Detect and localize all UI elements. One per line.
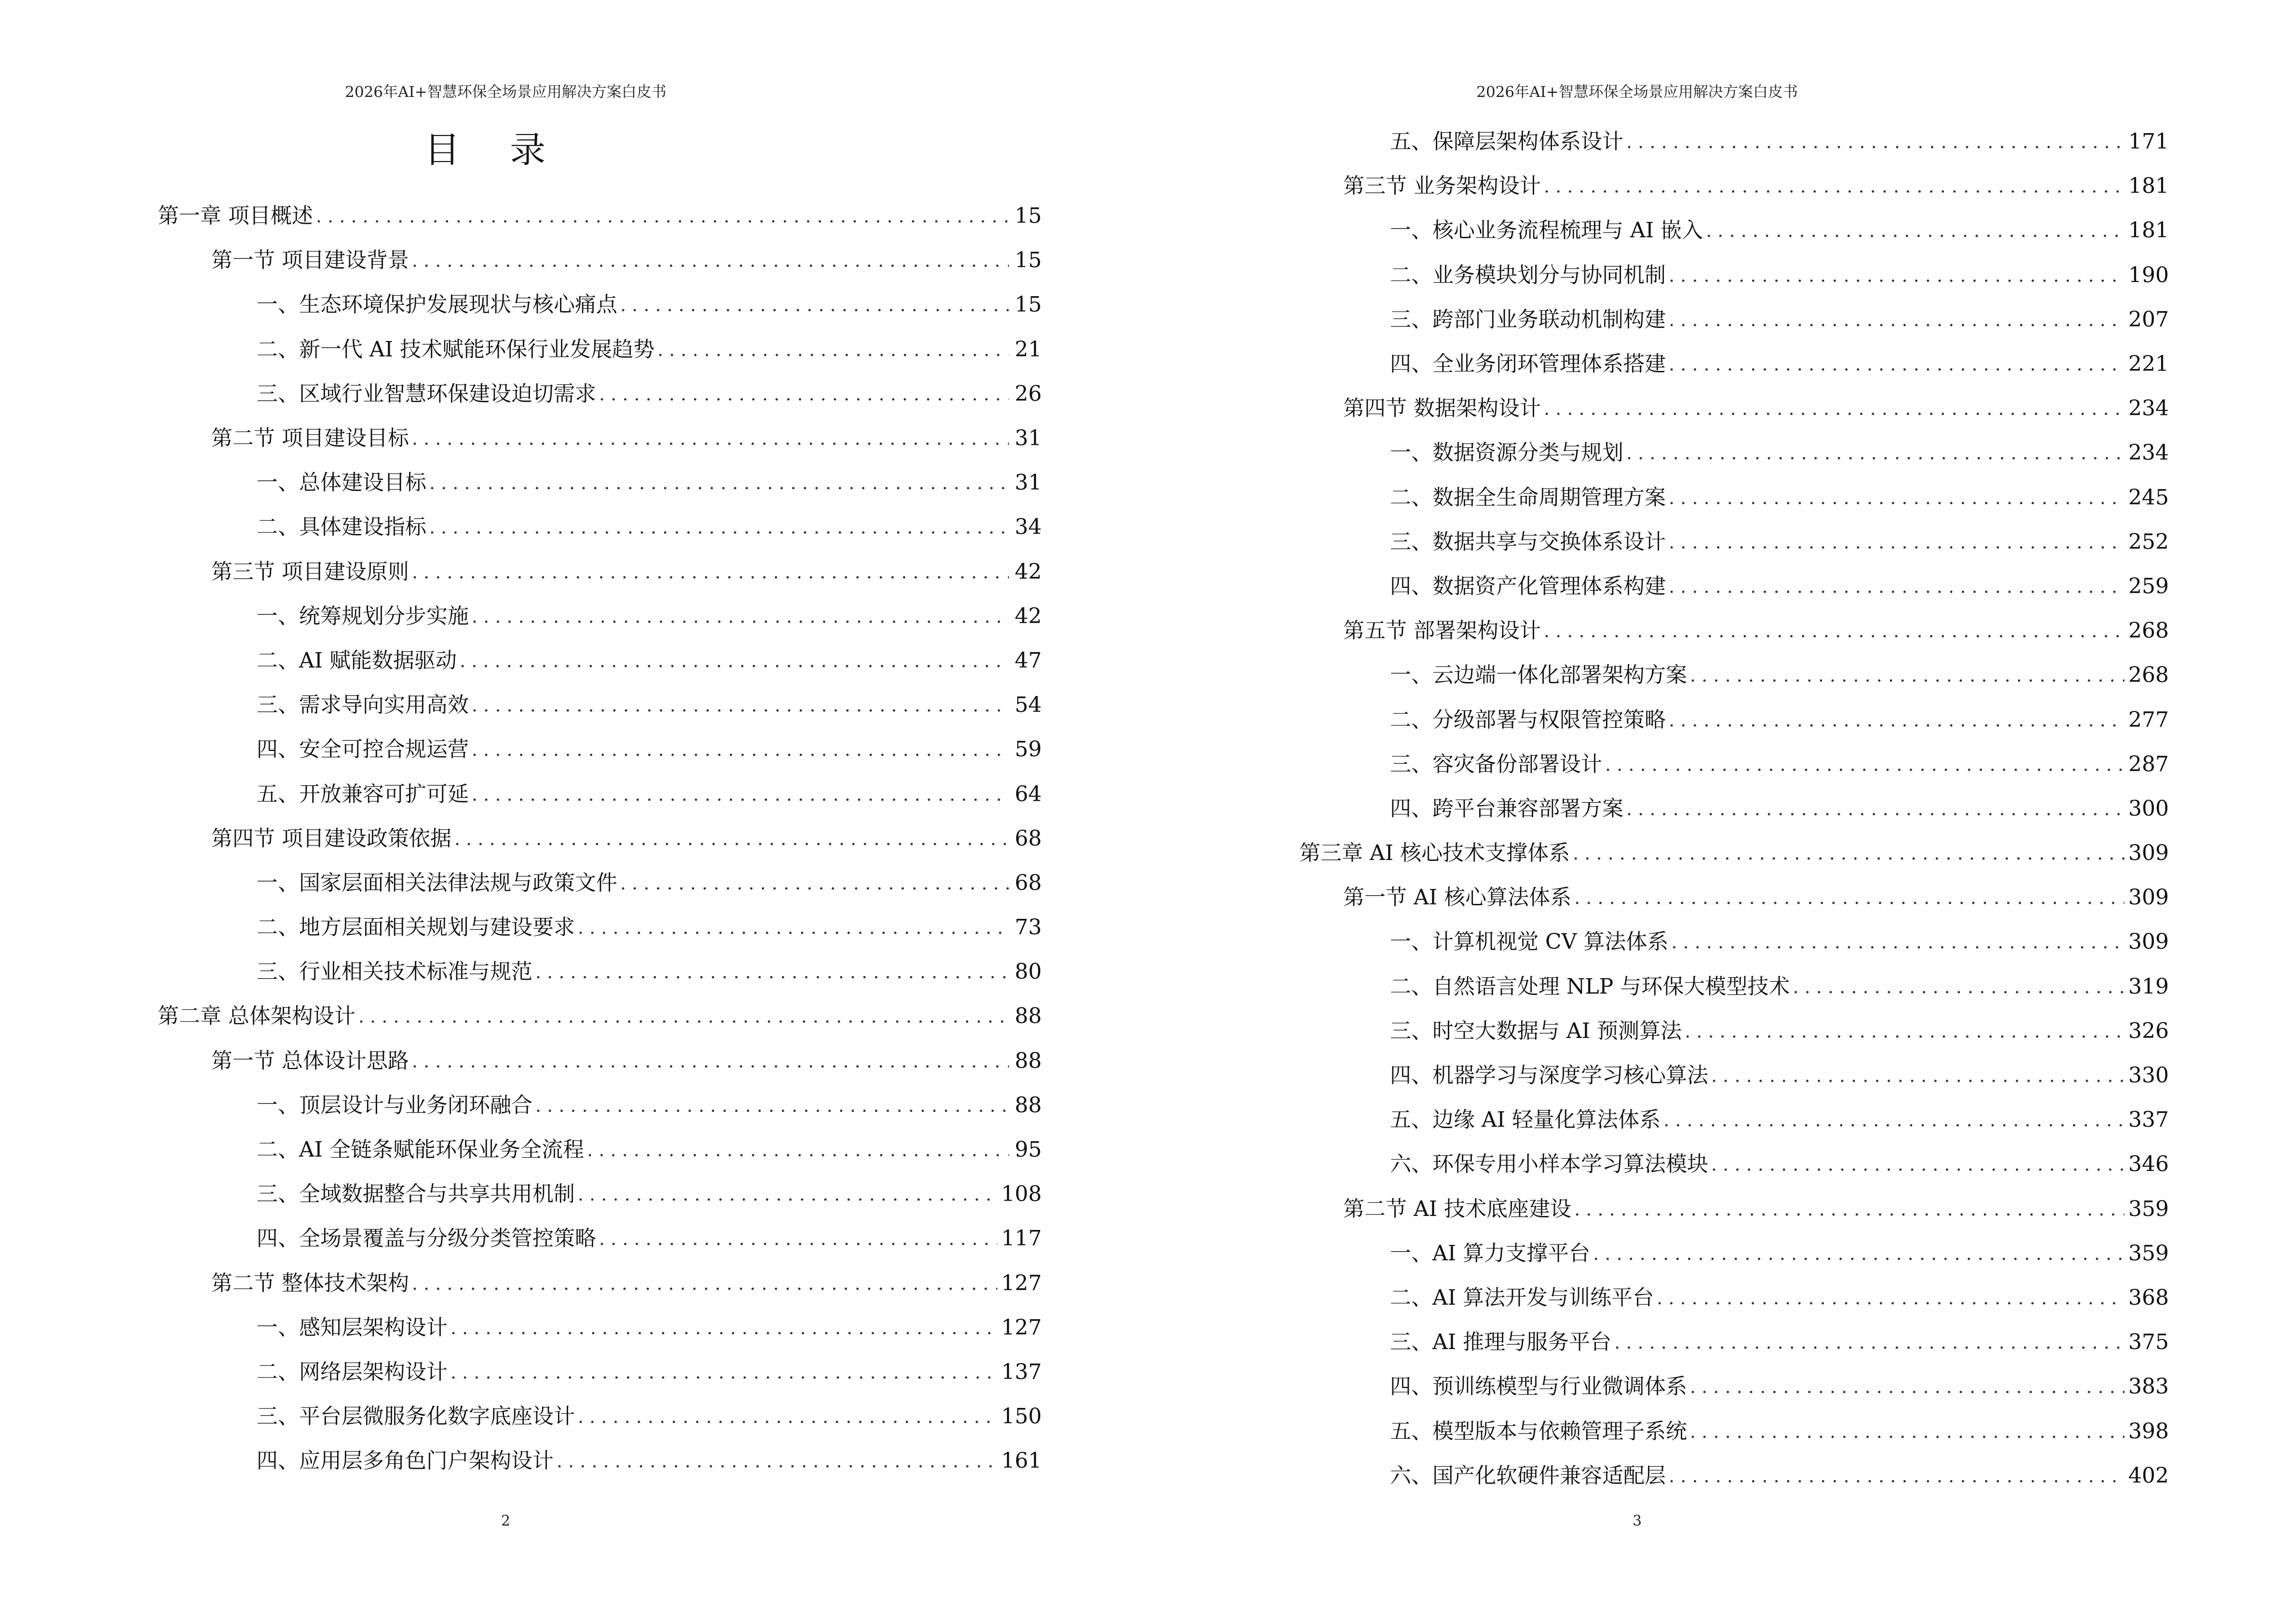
toc-section-entry[interactable]	[0, 1039, 1042, 1083]
toc-subsection-entry[interactable]	[0, 1350, 1042, 1394]
toc-subsection-entry[interactable]	[1144, 520, 2169, 564]
toc-entry-label: 一、云边端一体化部署架构方案	[1390, 661, 1690, 690]
dot-leader	[316, 202, 1009, 231]
toc-subsection-entry[interactable]	[1144, 1009, 2169, 1053]
toc-entry-label: 三、平台层微服务化数字底座设计	[257, 1402, 578, 1431]
toc-chapter-entry[interactable]	[0, 994, 1042, 1038]
dot-leader	[599, 380, 1009, 409]
toc-entry-label: 一、统筹规划分步实施	[257, 602, 472, 631]
toc-subsection-entry[interactable]	[1144, 1231, 2169, 1276]
dot-leader	[578, 913, 1009, 942]
dot-leader	[1685, 1017, 2124, 1046]
toc-subsection-entry[interactable]	[1144, 298, 2169, 342]
toc-entry-label: 一、计算机视觉 CV 算法体系	[1390, 928, 1671, 956]
toc-entry-page-number: 398	[2128, 1419, 2169, 1444]
dot-leader	[1657, 1283, 2124, 1312]
dot-leader	[1669, 350, 2124, 379]
toc-title: 目 录	[424, 129, 565, 171]
toc-section-entry[interactable]	[1144, 386, 2169, 431]
dot-leader	[412, 1047, 1009, 1076]
toc-entry-label: 四、全场景覆盖与分级分类管控策略	[257, 1224, 599, 1253]
dot-leader	[1544, 394, 2124, 423]
toc-entry-label: 二、业务模块划分与协同机制	[1390, 261, 1669, 290]
toc-entry-label: 六、环保专用小样本学习算法模块	[1390, 1150, 1711, 1179]
toc-entry-page-number: 190	[2128, 262, 2169, 287]
toc-entry-page-number: 21	[1015, 337, 1042, 362]
toc-entry-label: 第四节 项目建设政策依据	[211, 824, 454, 853]
dot-leader	[412, 424, 1009, 453]
toc-entry-page-number: 108	[1001, 1182, 1042, 1207]
toc-subsection-entry[interactable]	[0, 1128, 1042, 1172]
toc-entry-page-number: 42	[1015, 603, 1042, 628]
dot-leader	[1605, 750, 2124, 779]
toc-entry-page-number: 54	[1015, 693, 1042, 718]
toc-entry-page-number: 15	[1015, 292, 1042, 317]
toc-entry-label: 四、安全可控合规运营	[257, 735, 472, 764]
toc-entry-label: 四、机器学习与深度学习核心算法	[1390, 1061, 1711, 1090]
toc-entry-label: 二、AI 算法开发与训练平台	[1390, 1283, 1657, 1312]
dot-leader	[599, 1224, 997, 1253]
toc-entry-page-number: 337	[2128, 1107, 2169, 1133]
toc-entry-label: 二、自然语言处理 NLP 与环保大模型技术	[1390, 972, 1793, 1001]
toc-subsection-entry[interactable]	[0, 639, 1042, 683]
toc-subsection-entry[interactable]	[0, 1306, 1042, 1350]
dot-leader	[1544, 172, 2124, 201]
toc-entry-label: 第三章 AI 核心技术支撑体系	[1299, 839, 1573, 868]
dot-leader	[472, 602, 1009, 631]
toc-entry-page-number: 137	[1001, 1359, 1042, 1384]
toc-entry-label: 二、地方层面相关规划与建设要求	[257, 913, 578, 942]
toc-entry-page-number: 64	[1015, 781, 1042, 806]
toc-entry-page-number: 59	[1015, 737, 1042, 762]
toc-entry-label: 五、保障层架构体系设计	[1390, 127, 1626, 156]
toc-subsection-entry[interactable]	[0, 1216, 1042, 1261]
toc-entry-page-number: 268	[2128, 618, 2169, 643]
toc-entry-label: 六、国产化软硬件兼容适配层	[1390, 1461, 1669, 1490]
dot-leader	[587, 1135, 1009, 1164]
toc-entry-page-number: 207	[2128, 307, 2169, 332]
dot-leader	[1663, 1105, 2124, 1134]
toc-entry-page-number: 319	[2128, 974, 2169, 999]
toc-entry-page-number: 31	[1015, 470, 1042, 495]
toc-subsection-entry[interactable]	[0, 772, 1042, 816]
dot-leader	[1626, 794, 2124, 823]
toc-subsection-entry[interactable]	[1144, 1365, 2169, 1409]
toc-entry-label: 三、数据共享与交换体系设计	[1390, 528, 1669, 557]
toc-subsection-entry[interactable]	[1144, 208, 2169, 253]
toc-subsection-entry[interactable]	[0, 328, 1042, 372]
dot-leader	[1690, 1417, 2124, 1446]
dot-leader	[1690, 661, 2124, 690]
toc-subsection-entry[interactable]	[0, 461, 1042, 505]
toc-entry-page-number: 31	[1015, 426, 1042, 451]
toc-entry-label: 一、AI 算力支撑平台	[1390, 1239, 1593, 1268]
toc-entry-label: 二、AI 赋能数据驱动	[257, 646, 460, 675]
dot-leader	[450, 1313, 997, 1342]
toc-list-left	[0, 194, 1042, 1483]
running-header: 2026年AI+智慧环保全场景应用解决方案白皮书	[345, 83, 667, 101]
toc-entry-label: 二、数据全生命周期管理方案	[1390, 483, 1669, 512]
page-number: 2	[501, 1513, 511, 1529]
toc-entry-label: 三、容灾备份部署设计	[1390, 750, 1605, 779]
dot-leader	[472, 735, 1009, 764]
dot-leader	[429, 513, 1009, 542]
toc-subsection-entry[interactable]	[1144, 1098, 2169, 1142]
toc-subsection-entry[interactable]	[1144, 653, 2169, 697]
toc-chapter-entry[interactable]	[0, 194, 1042, 238]
toc-entry-label: 第二节 整体技术架构	[211, 1269, 412, 1298]
toc-entry-page-number: 88	[1015, 1092, 1042, 1118]
toc-entry-label: 第二节 AI 技术底座建设	[1343, 1195, 1574, 1224]
toc-entry-page-number: 309	[2128, 885, 2169, 910]
toc-subsection-entry[interactable]	[1144, 697, 2169, 742]
dot-leader	[1706, 216, 2124, 245]
toc-entry-page-number: 15	[1015, 204, 1042, 229]
dot-leader	[1690, 1372, 2124, 1401]
toc-entry-page-number: 150	[1001, 1404, 1042, 1429]
toc-entry-page-number: 309	[2128, 841, 2169, 866]
dot-leader	[535, 1091, 1009, 1120]
toc-entry-label: 一、数据资源分类与规划	[1390, 438, 1626, 467]
toc-entry-page-number: 375	[2128, 1330, 2169, 1355]
toc-entry-label: 二、具体建设指标	[257, 513, 429, 542]
toc-entry-label: 第一节 AI 核心算法体系	[1343, 883, 1574, 912]
toc-entry-label: 一、总体建设目标	[257, 468, 429, 497]
toc-entry-label: 三、区域行业智慧环保建设迫切需求	[257, 380, 599, 409]
toc-entry-page-number: 171	[2128, 129, 2169, 154]
toc-entry-page-number: 68	[1015, 870, 1042, 895]
dot-leader	[412, 1269, 997, 1298]
dot-leader	[1626, 438, 2124, 467]
toc-subsection-entry[interactable]	[0, 683, 1042, 727]
toc-section-entry[interactable]	[0, 238, 1042, 283]
toc-entry-label: 二、网络层架构设计	[257, 1358, 450, 1387]
toc-subsection-entry[interactable]	[1144, 342, 2169, 386]
toc-subsection-entry[interactable]	[1144, 787, 2169, 831]
toc-entry-page-number: 88	[1015, 1048, 1042, 1073]
toc-entry-label: 第一章 项目概述	[158, 202, 316, 231]
toc-entry-page-number: 95	[1015, 1137, 1042, 1162]
toc-entry-label: 三、需求导向实用高效	[257, 691, 472, 720]
toc-entry-page-number: 326	[2128, 1018, 2169, 1043]
dot-leader	[1544, 616, 2124, 645]
running-header: 2026年AI+智慧环保全场景应用解决方案白皮书	[1476, 83, 1798, 101]
dot-leader	[578, 1180, 997, 1209]
toc-subsection-entry[interactable]	[1144, 1454, 2169, 1498]
dot-leader	[1593, 1239, 2124, 1268]
toc-subsection-entry[interactable]	[1144, 920, 2169, 964]
dot-leader	[472, 691, 1009, 720]
toc-entry-page-number: 287	[2128, 751, 2169, 777]
dot-leader	[358, 1002, 1009, 1031]
toc-entry-page-number: 309	[2128, 929, 2169, 955]
toc-subsection-entry[interactable]	[0, 1439, 1042, 1483]
toc-entry-label: 一、核心业务流程梳理与 AI 嵌入	[1390, 216, 1706, 245]
toc-subsection-entry[interactable]	[1144, 1276, 2169, 1320]
toc-entry-label: 五、模型版本与依赖管理子系统	[1390, 1417, 1690, 1446]
toc-chapter-entry[interactable]	[1144, 831, 2169, 875]
dot-leader	[1669, 572, 2124, 601]
toc-subsection-entry[interactable]	[1144, 253, 2169, 298]
toc-entry-label: 第三节 业务架构设计	[1343, 172, 1544, 201]
toc-entry-label: 二、AI 全链条赋能环保业务全流程	[257, 1135, 587, 1164]
toc-entry-label: 第二节 项目建设目标	[211, 424, 412, 453]
dot-leader	[557, 1447, 997, 1475]
dot-leader	[1793, 972, 2124, 1001]
toc-subsection-entry[interactable]	[1144, 476, 2169, 520]
toc-entry-page-number: 161	[1001, 1448, 1042, 1474]
toc-entry-page-number: 234	[2128, 440, 2169, 465]
toc-entry-label: 五、边缘 AI 轻量化算法体系	[1390, 1105, 1663, 1134]
dot-leader	[412, 558, 1009, 587]
toc-entry-page-number: 221	[2128, 352, 2169, 377]
toc-subsection-entry[interactable]	[1144, 742, 2169, 787]
toc-entry-label: 三、行业相关技术标准与规范	[257, 957, 535, 986]
toc-entry-label: 二、新一代 AI 技术赋能环保行业发展趋势	[257, 335, 657, 364]
toc-entry-page-number: 268	[2128, 663, 2169, 688]
toc-entry-label: 三、跨部门业务联动机制构建	[1390, 305, 1669, 334]
toc-section-entry[interactable]	[0, 416, 1042, 461]
dot-leader	[1573, 839, 2124, 868]
toc-entry-page-number: 330	[2128, 1063, 2169, 1088]
dot-leader	[620, 869, 1009, 898]
toc-section-entry[interactable]	[0, 817, 1042, 861]
toc-entry-page-number: 34	[1015, 515, 1042, 540]
dot-leader	[1711, 1061, 2124, 1090]
toc-entry-label: 第二章 总体架构设计	[158, 1002, 358, 1031]
dot-leader	[454, 824, 1009, 853]
toc-entry-page-number: 127	[1001, 1270, 1042, 1296]
toc-entry-label: 第三节 项目建设原则	[211, 558, 412, 587]
dot-leader	[620, 290, 1009, 319]
toc-entry-page-number: 47	[1015, 648, 1042, 673]
toc-subsection-entry[interactable]	[0, 861, 1042, 905]
toc-entry-label: 一、国家层面相关法律法规与政策文件	[257, 869, 620, 898]
toc-subsection-entry[interactable]	[0, 950, 1042, 994]
toc-entry-label: 三、AI 推理与服务平台	[1390, 1328, 1614, 1357]
page-number: 3	[1632, 1513, 1642, 1529]
dot-leader	[1669, 528, 2124, 557]
toc-subsection-entry[interactable]	[0, 1172, 1042, 1216]
dot-leader	[1669, 261, 2124, 290]
toc-subsection-entry[interactable]	[0, 1394, 1042, 1439]
toc-subsection-entry[interactable]	[0, 905, 1042, 950]
toc-entry-page-number: 277	[2128, 707, 2169, 732]
toc-subsection-entry[interactable]	[1144, 431, 2169, 475]
dot-leader	[1711, 1150, 2124, 1179]
toc-entry-label: 一、顶层设计与业务闭环融合	[257, 1091, 535, 1120]
toc-subsection-entry[interactable]	[1144, 965, 2169, 1009]
dot-leader	[412, 246, 1009, 275]
toc-entry-page-number: 252	[2128, 529, 2169, 554]
toc-subsection-entry[interactable]	[1144, 1142, 2169, 1187]
dot-leader	[1669, 706, 2124, 735]
toc-section-entry[interactable]	[0, 1261, 1042, 1306]
toc-section-entry[interactable]	[1144, 875, 2169, 920]
dot-leader	[1626, 127, 2124, 156]
toc-section-entry[interactable]	[0, 550, 1042, 594]
toc-entry-label: 四、数据资产化管理体系构建	[1390, 572, 1669, 601]
toc-entry-page-number: 359	[2128, 1241, 2169, 1266]
dot-leader	[460, 646, 1009, 675]
toc-entry-page-number: 117	[1001, 1226, 1042, 1251]
toc-entry-page-number: 15	[1015, 248, 1042, 273]
dot-leader	[535, 957, 1009, 986]
toc-subsection-entry[interactable]	[1144, 1320, 2169, 1365]
dot-leader	[472, 780, 1009, 809]
toc-entry-page-number: 181	[2128, 174, 2169, 199]
dot-leader	[1614, 1328, 2124, 1357]
toc-entry-label: 二、分级部署与权限管控策略	[1390, 706, 1669, 735]
dot-leader	[429, 468, 1009, 497]
toc-entry-page-number: 402	[2128, 1463, 2169, 1488]
toc-entry-page-number: 346	[2128, 1152, 2169, 1177]
toc-entry-label: 第一节 项目建设背景	[211, 246, 412, 275]
toc-entry-page-number: 73	[1015, 915, 1042, 940]
toc-subsection-entry[interactable]	[0, 372, 1042, 416]
toc-entry-page-number: 259	[2128, 573, 2169, 599]
toc-entry-label: 五、开放兼容可扩可延	[257, 780, 472, 809]
toc-entry-page-number: 383	[2128, 1374, 2169, 1399]
toc-entry-page-number: 42	[1015, 559, 1042, 584]
dot-leader	[1669, 1461, 2124, 1490]
toc-subsection-entry[interactable]	[0, 727, 1042, 772]
toc-list-right	[1144, 120, 2169, 1498]
toc-entry-label: 一、生态环境保护发展现状与核心痛点	[257, 290, 620, 319]
toc-entry-label: 第一节 总体设计思路	[211, 1047, 412, 1076]
toc-section-entry[interactable]	[1144, 1187, 2169, 1231]
toc-entry-label: 四、跨平台兼容部署方案	[1390, 794, 1626, 823]
toc-entry-label: 第五节 部署架构设计	[1343, 616, 1544, 645]
toc-entry-page-number: 26	[1015, 381, 1042, 406]
toc-entry-label: 三、全域数据整合与共享共用机制	[257, 1180, 578, 1209]
toc-section-entry[interactable]	[1144, 609, 2169, 653]
toc-entry-page-number: 88	[1015, 1004, 1042, 1029]
toc-entry-page-number: 127	[1001, 1315, 1042, 1340]
toc-subsection-entry[interactable]	[0, 594, 1042, 639]
toc-entry-page-number: 80	[1015, 959, 1042, 984]
toc-entry-label: 第四节 数据架构设计	[1343, 394, 1544, 423]
dot-leader	[1671, 928, 2124, 956]
toc-subsection-entry[interactable]	[0, 505, 1042, 549]
toc-entry-page-number: 68	[1015, 826, 1042, 851]
toc-entry-label: 三、时空大数据与 AI 预测算法	[1390, 1017, 1685, 1046]
toc-entry-page-number: 245	[2128, 485, 2169, 510]
toc-subsection-entry[interactable]	[1144, 1053, 2169, 1098]
toc-entry-page-number: 181	[2128, 218, 2169, 243]
dot-leader	[578, 1402, 997, 1431]
dot-leader	[657, 335, 1009, 364]
toc-entry-page-number: 359	[2128, 1196, 2169, 1221]
toc-entry-page-number: 300	[2128, 796, 2169, 821]
toc-entry-page-number: 368	[2128, 1285, 2169, 1310]
dot-leader	[450, 1358, 997, 1387]
toc-subsection-entry[interactable]	[1144, 564, 2169, 609]
toc-entry-label: 四、预训练模型与行业微调体系	[1390, 1372, 1690, 1401]
toc-subsection-entry[interactable]	[0, 283, 1042, 327]
toc-subsection-entry[interactable]	[1144, 120, 2169, 164]
toc-subsection-entry[interactable]	[0, 1083, 1042, 1128]
toc-entry-label: 四、应用层多角色门户架构设计	[257, 1447, 557, 1475]
toc-section-entry[interactable]	[1144, 164, 2169, 208]
dot-leader	[1574, 883, 2124, 912]
document-page-right	[1144, 0, 2287, 1624]
toc-entry-page-number: 234	[2128, 396, 2169, 421]
toc-entry-label: 一、感知层架构设计	[257, 1313, 450, 1342]
dot-leader	[1669, 305, 2124, 334]
dot-leader	[1669, 483, 2124, 512]
dot-leader	[1574, 1195, 2124, 1224]
toc-entry-label: 四、全业务闭环管理体系搭建	[1390, 350, 1669, 379]
toc-subsection-entry[interactable]	[1144, 1409, 2169, 1453]
